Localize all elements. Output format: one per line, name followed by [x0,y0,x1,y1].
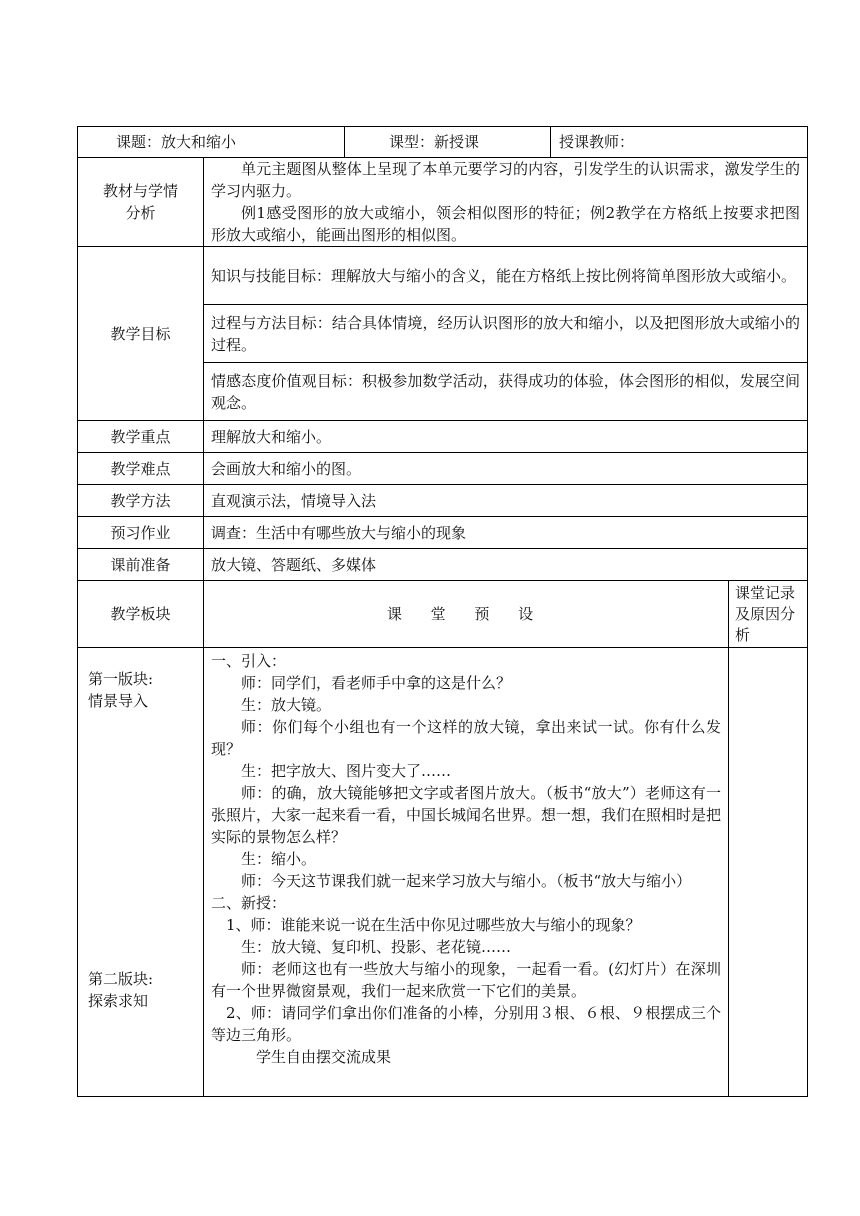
objective-row-1 [78,247,808,305]
method-row [78,485,808,517]
section2-title: 第二版块: [88,970,154,988]
new-lesson-heading: 二、新授： [211,894,287,912]
lesson-content [204,648,729,1097]
plan-header-record: 课堂记录及原因分析 [729,581,808,648]
lesson-line: 生：放大镜、复印机、投影、老花镜…… [241,938,512,956]
lesson-line: 生：缩小。 [241,850,317,868]
analysis-label [78,158,204,247]
key-point-value: 理解放大和缩小。 [204,421,808,453]
analysis-label-line2: 分析 [125,204,156,222]
objectives-label: 教学目标 [78,247,204,421]
difficulty-label: 教学难点 [78,453,204,485]
key-point-row [78,421,808,453]
section2-subtitle: 探索求知 [88,992,149,1010]
analysis-para1: 单元主题图从整体上呈现了本单元要学习的内容，引发学生的认识需求，激发学生的学习内驱力。 [211,160,801,200]
method-label: 教学方法 [78,485,204,517]
teacher-cell: 授课教师： [551,127,808,158]
lesson-line: 生：放大镜。 [241,696,332,714]
preparation-label: 课前准备 [78,549,204,581]
lesson-line: 师：今天这节课我们就一起来学习放大与缩小。（板书“放大与缩小） [241,872,692,890]
lesson-type-cell: 课型：新授课 [345,127,551,158]
lesson-line: 师：的确，放大镜能够把文字或者图片放大。（板书“放大”）老师这有一张照片，大家一起来看一看，中国长城闻名世界。想一想，我们在照相时是把实际的景物怎么样？ [211,784,722,846]
difficulty-value: 会画放大和缩小的图。 [204,453,808,485]
preview-label: 预习作业 [78,517,204,549]
plan-header-row [78,581,808,648]
difficulty-row [78,453,808,485]
preview-row [78,517,808,549]
topic-cell: 课题：放大和缩小 [78,127,345,158]
lesson-plan-table [77,126,808,1097]
preparation-row [78,549,808,581]
lesson-line: 1、师：谁能来说一说在生活中你见过哪些放大与缩小的现象？ [226,916,641,934]
objective-process: 过程与方法目标：结合具体情境，经历认识图形的放大和缩小，以及把图形放大或缩小的过程。 [204,305,808,363]
lesson-line: 师：你们每个小组也有一个这样的放大镜，拿出来试一试。你有什么发现？ [211,718,722,758]
record-column [729,648,808,1097]
analysis-label-line1: 教材与学情 [102,182,178,200]
lesson-line: 师：老师这也有一些放大与缩小的现象，一起看一看。(幻灯片）在深圳有一个世界微窗景观，我们一起来欣赏一下它们的美景。 [211,960,722,1000]
analysis-content [204,158,808,247]
section1-subtitle: 情景导入 [88,692,149,710]
method-value: 直观演示法，情境导入法 [204,485,808,517]
plan-header-preset: 课 堂 预 设 [204,581,729,648]
intro-heading: 一、引入： [211,652,287,670]
key-point-label: 教学重点 [78,421,204,453]
section-column [78,648,204,1097]
preview-value: 调查：生活中有哪些放大与缩小的现象 [204,517,808,549]
preparation-value: 放大镜、答题纸、多媒体 [204,549,808,581]
lesson-line: 学生自由摆交流成果 [256,1048,392,1066]
lesson-plan [77,126,807,1097]
objective-attitude: 情感态度价值观目标：积极参加数学活动，获得成功的体验，体会图形的相似，发展空间观念。 [204,363,808,421]
plan-header-block: 教学板块 [78,581,204,648]
analysis-para2: 例1感受图形的放大或缩小，领会相似图形的特征；例2教学在方格纸上按要求把图形放大或缩小，能画出图形的相似图。 [211,204,801,244]
plan-content-row [78,648,808,1097]
lesson-line: 师：同学们，看老师手中拿的这是什么？ [241,674,512,692]
section1-title: 第一版块: [88,670,154,688]
lesson-line: 生：把字放大、图片变大了…… [241,762,452,780]
header-row [78,127,808,158]
objective-knowledge: 知识与技能目标：理解放大与缩小的含义，能在方格纸上按比例将简单图形放大或缩小。 [204,247,808,305]
lesson-line: 2、师：请同学们拿出你们准备的小棒，分别用３根、６根、９根摆成三个等边三角形。 [211,1004,722,1044]
analysis-row [78,158,808,247]
